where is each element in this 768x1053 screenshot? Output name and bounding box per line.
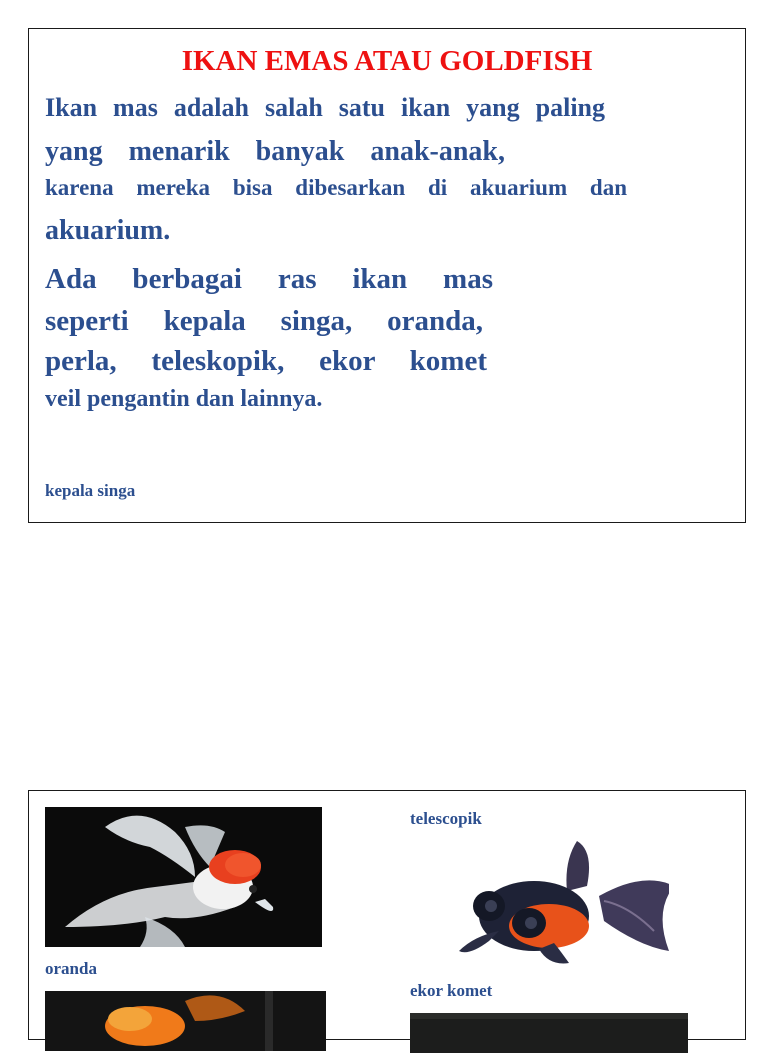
telescopik-photo [429, 831, 669, 971]
oranda-caption: oranda [45, 959, 97, 978]
body-line: Ada berbagai ras ikan mas [45, 263, 493, 295]
oranda-photo-2 [45, 991, 326, 1051]
slide-2 [28, 790, 746, 1040]
slide-1 [28, 28, 746, 523]
body-line: yang menarik banyak anak-anak, [45, 136, 505, 167]
ekor-komet-caption: ekor komet [410, 981, 493, 1000]
body-line: veil pengantin dan lainnya. [45, 386, 323, 412]
body-line: seperti kepala singa, oranda, [45, 305, 483, 337]
kepala-singa-caption: kepala singa [45, 481, 136, 500]
body-line: akuarium. [45, 215, 171, 246]
slide-title: IKAN EMAS ATAU GOLDFISH [181, 45, 593, 77]
body-line: karena mereka bisa dibesarkan di akuarium dan [45, 175, 627, 200]
telescopik-caption: telescopik [410, 809, 482, 828]
body-line: Ikan mas adalah salah satu ikan yang paling [45, 93, 605, 122]
body-line: perla, teleskopik, ekor komet [45, 345, 487, 377]
oranda-photo [45, 807, 322, 947]
ekor-komet-photo [410, 1013, 688, 1053]
